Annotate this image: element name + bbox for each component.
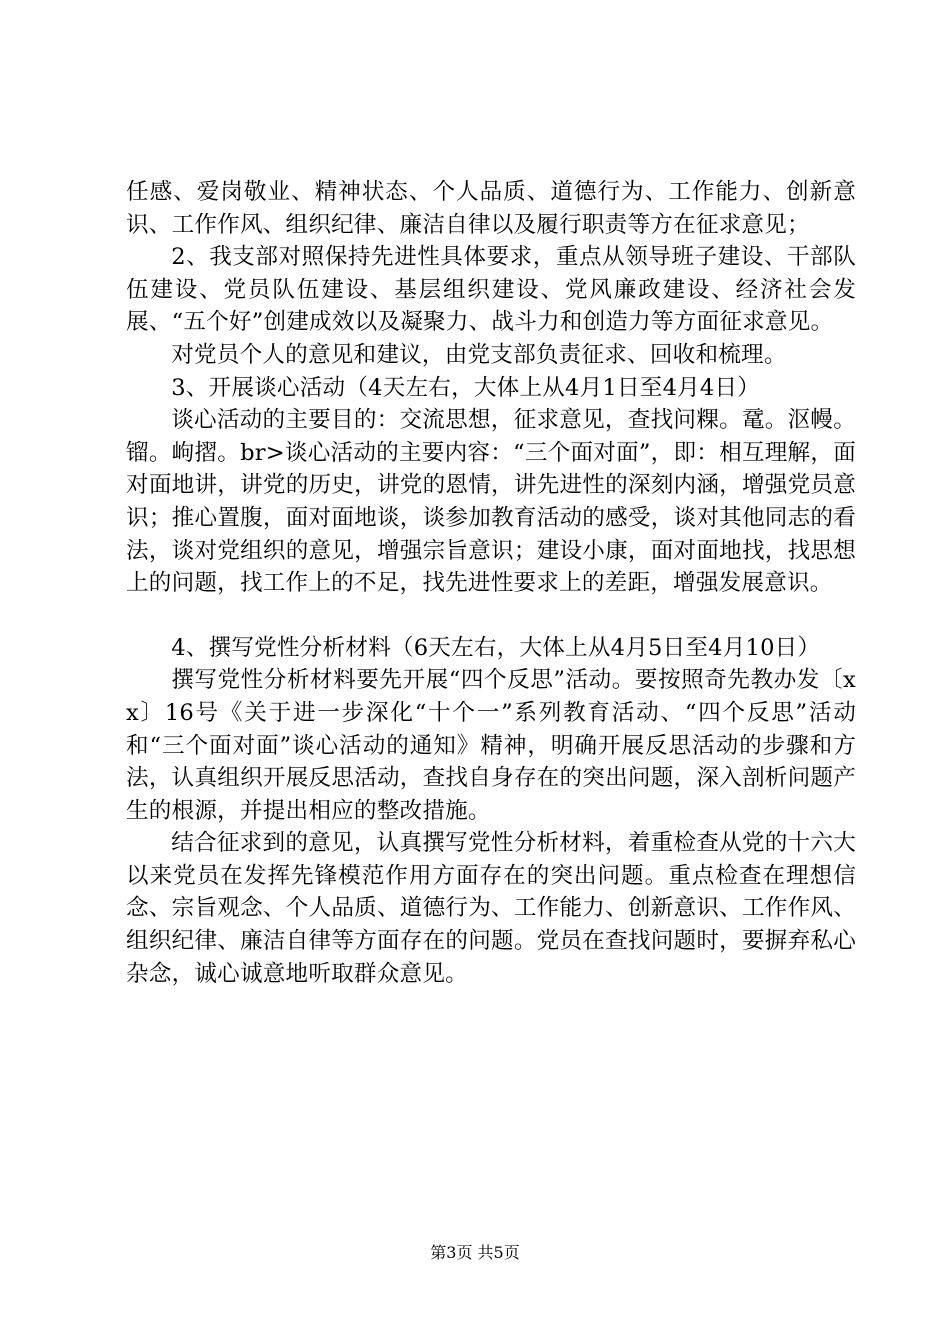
paragraph: 对党员个人的意见和建议，由党支部负责征求、回收和梳理。 [171,341,787,368]
paragraph: 4、撰写党性分析材料（6天左右，大体上从4月5日至4月10日） [171,634,821,661]
paragraph: 3、开展谈心活动（4天左右，大体上从4月1日至4月4日） [171,374,761,401]
paragraph: 任感、爱岗敬业、精神状态、个人品质、道德行为、工作能力、创新意识、工作作风、组织纪律、廉洁自律以及履行职责等方在征求意见； [126,179,856,238]
document-body [126,176,856,990]
paragraph-gap [126,600,856,632]
page-number-footer: 第3页 共5页 [430,1243,520,1262]
paragraph: 谈心活动的主要目的：交流思想，征求意见，查找问粿。鼋。沤幔。镏。岣摺。br>谈心活动的主要内容：“三个面对面”，即：相互理解，面对面地讲，讲党的历史，讲党的恩情，讲先进性的深刻内涵，增强党员意识；推心置腹，面对面地谈，谈参加教育活动的感受，谈对其他同志的看法，谈对党组织的意见，增强宗旨意识；建设小康，面对面地找，找思想上的问题，找工作上的不足，找先进性要求上的差距，增强发展意识。 [126,407,856,597]
paragraph: 撰写党性分析材料要先开展“四个反思”活动。要按照奇先教办发〔xx〕16号《关于进一步深化“十个一”系列教育活动、“四个反思”活动和“三个面对面”谈心活动的通知》精神，明确开展反思活动的步骤和方法，认真组织开展反思活动，查找自身存在的突出问题，深入剖析问题产生的根源，并提出相应的整改措施。 [126,667,856,824]
paragraph: 2、我支部对照保持先进性具体要求，重点从领导班子建设、干部队伍建设、党员队伍建设、基层组织建设、党风廉政建设、经济社会发展、“五个好”创建成效以及凝聚力、战斗力和创造力等方面征求意见。 [126,244,856,336]
paragraph: 结合征求到的意见，认真撰写党性分析材料，着重检查从党的十六大以来党员在发挥先锋模范作用方面存在的突出问题。重点检查在理想信念、宗旨观念、个人品质、道德行为、工作能力、创新意识、工作作风、组织纪律、廉洁自律等方面存在的问题。党员在查找问题时，要摒弃私心杂念，诚心诚意地听取群众意见。 [126,830,856,987]
